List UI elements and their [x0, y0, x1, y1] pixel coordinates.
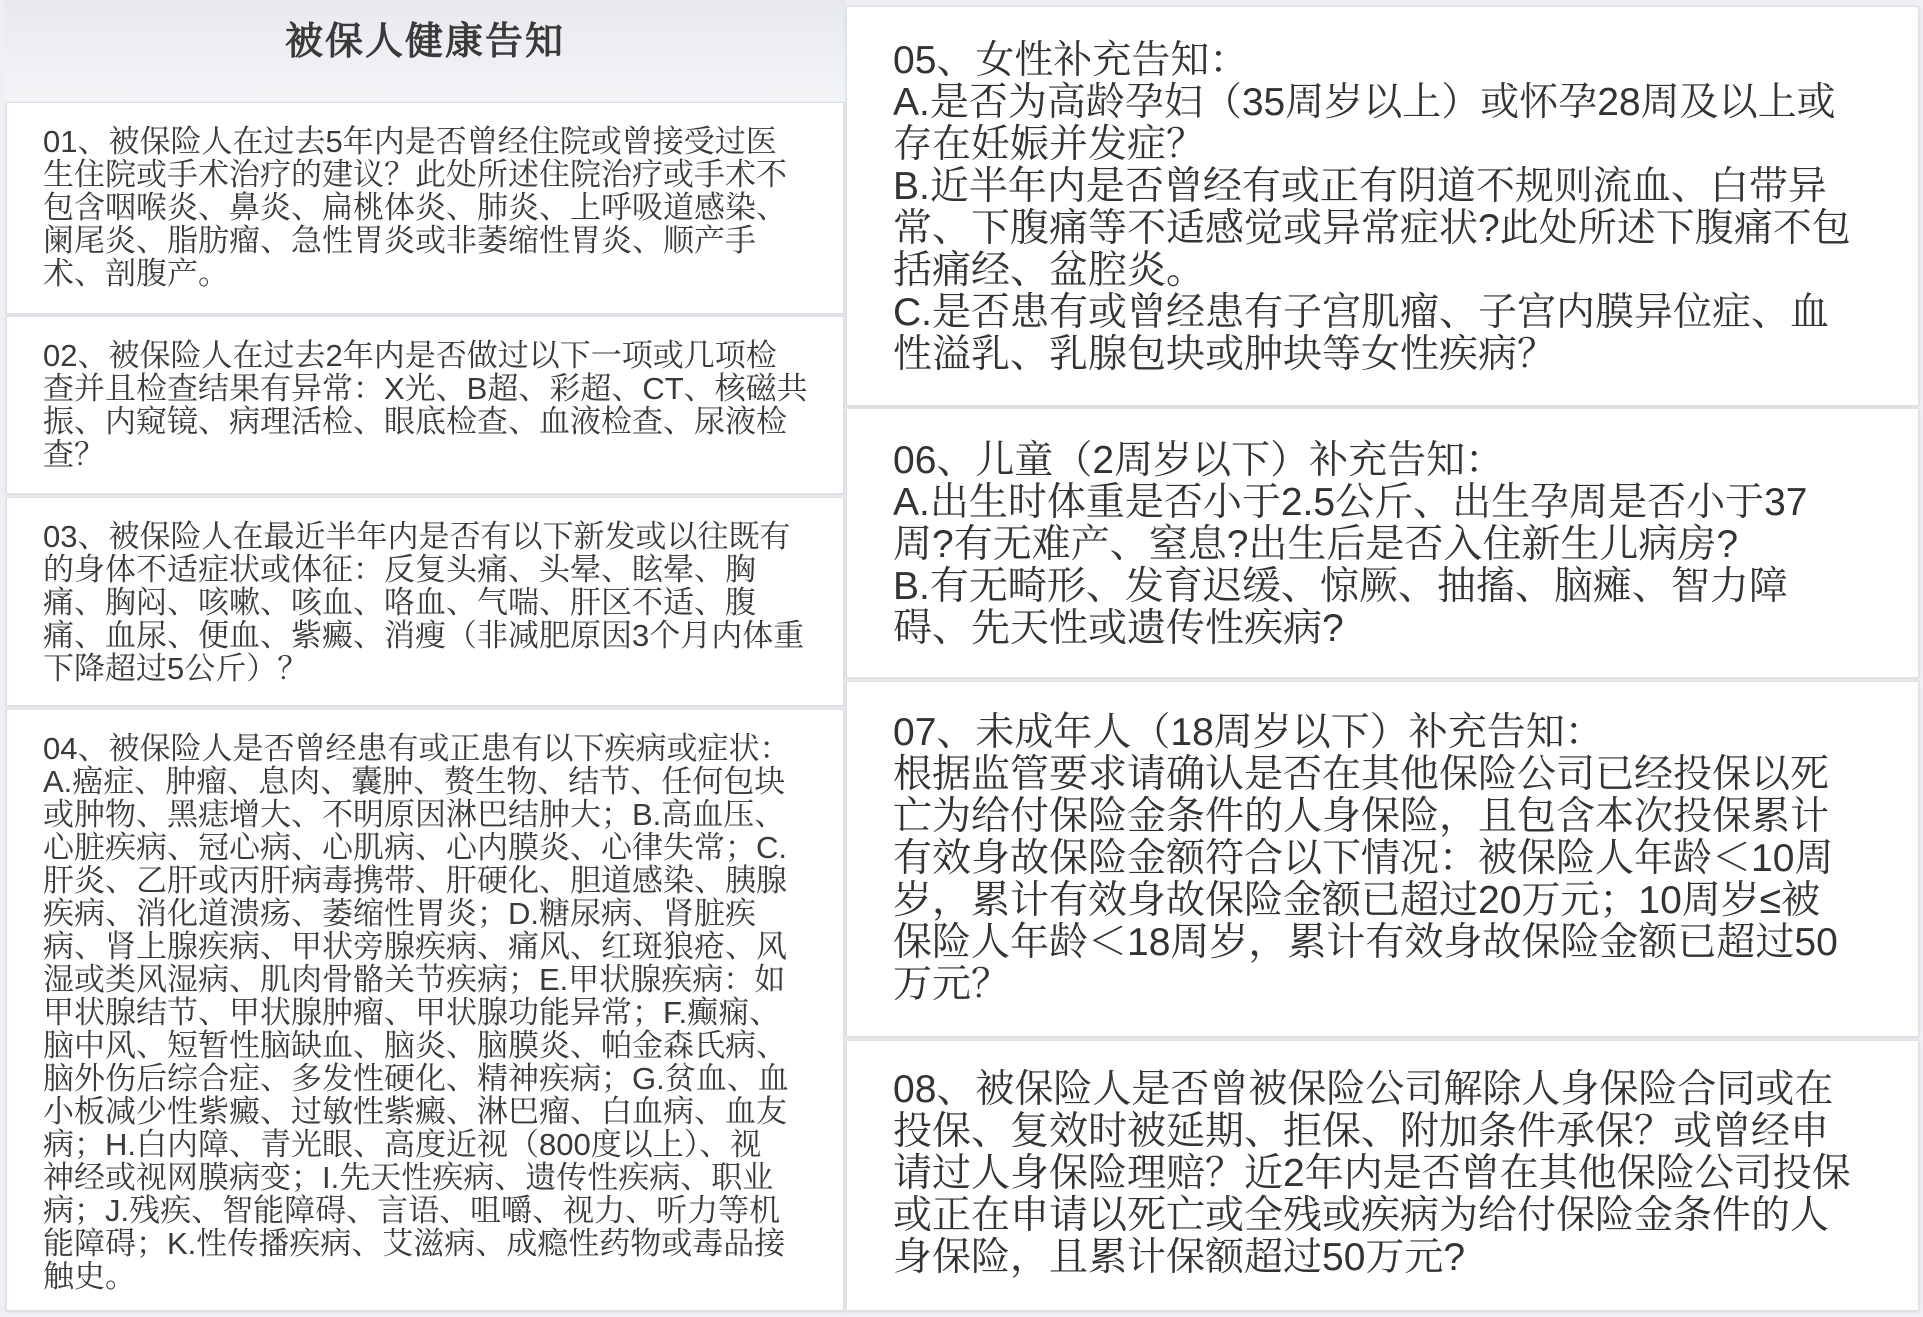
question-04-line: 湿或类风湿病、肌肉骨骼关节疾病；E.甲状腺疾病：如	[43, 962, 786, 997]
question-08-line: 请过人身保险理赔？近2年内是否曾在其他保险公司投保	[893, 1152, 1851, 1195]
question-05-line: B.近半年内是否曾经有或正有阴道不规则流血、白带异	[893, 165, 1827, 208]
question-07-line: 亡为给付保险金条件的人身保险，且包含本次投保累计	[893, 795, 1830, 838]
question-05-line: 括痛经、盆腔炎。	[893, 249, 1206, 292]
question-04-line: 能障碍；K.性传播疾病、艾滋病、成瘾性药物或毒品接	[43, 1226, 786, 1261]
question-05-line: 05、女性补充告知：	[893, 39, 1249, 82]
question-02-line: 查并且检查结果有异常：X光、B超、彩超、CT、核磁共	[43, 371, 808, 406]
question-02-line: 02、被保险人在过去2年内是否做过以下一项或几项检	[43, 338, 777, 373]
question-05-line: 性溢乳、乳腺包块或肿块等女性疾病？	[893, 333, 1557, 376]
page-title: 被保人健康告知	[284, 21, 565, 63]
question-03-line: 痛、胸闷、咳嗽、咳血、咯血、气喘、肝区不适、腹	[43, 585, 756, 620]
question-05-line: A.是否为高龄孕妇（35周岁以上）或怀孕28周及以上或	[893, 81, 1836, 124]
question-06-line: 周?有无难产、窒息?出生后是否入住新生儿病房?	[893, 523, 1739, 566]
question-05-line: 常、下腹痛等不适感觉或异常症状?此处所述下腹痛不包	[893, 207, 1851, 250]
question-03-line: 03、被保险人在最近半年内是否有以下新发或以往既有	[43, 519, 791, 554]
question-card-04	[6, 709, 844, 1311]
page-header	[4, 0, 846, 102]
question-03-line: 下降超过5公斤）？	[43, 651, 309, 686]
question-01-line: 包含咽喉炎、鼻炎、扁桃体炎、肺炎、上呼吸道感染、	[43, 190, 787, 225]
question-04-line: 脑外伤后综合症、多发性硬化、精神疾病；G.贫血、血	[43, 1061, 789, 1096]
question-05-line: C.是否患有或曾经患有子宫肌瘤、子宫内膜异位症、血	[893, 291, 1830, 334]
question-06-line: 06、儿童（2周岁以下）补充告知：	[893, 439, 1505, 482]
question-01-line: 术、剖腹产。	[43, 256, 229, 291]
question-07-line: 根据监管要求请确认是否在其他保险公司已经投保以死	[893, 753, 1830, 796]
question-04-line: A.癌症、肿瘤、息肉、囊肿、赘生物、结节、任何包块	[43, 764, 786, 799]
question-06-line: A.出生时体重是否小于2.5公斤、出生孕周是否小于37	[893, 481, 1808, 524]
question-01-line: 01、被保险人在过去5年内是否曾经住院或曾接受过医	[43, 124, 777, 159]
question-03-line: 痛、血尿、便血、紫癜、消瘦（非减肥原因3个月内体重	[43, 618, 805, 653]
question-08-line: 08、被保险人是否曾被保险公司解除人身保险合同或在	[893, 1068, 1834, 1111]
question-04-line: 疾病、消化道溃疡、萎缩性胃炎；D.糖尿病、肾脏疾	[43, 896, 756, 931]
question-02-line: 振、内窥镜、病理活检、眼底检查、血液检查、尿液检	[43, 404, 787, 439]
question-04-line: 病；J.残疾、智能障碍、言语、咀嚼、视力、听力等机	[43, 1193, 781, 1228]
question-04-line: 神经或视网膜病变；I.先天性疾病、遗传性疾病、职业	[43, 1160, 774, 1195]
question-04-line: 或肿物、黑痣增大、不明原因淋巴结肿大；B.高血压、	[43, 797, 786, 832]
question-08-line: 投保、复效时被延期、拒保、附加条件承保？或曾经申	[893, 1110, 1830, 1153]
question-05-line: 存在妊娠并发症？	[893, 123, 1206, 166]
question-04-line: 触史。	[43, 1259, 136, 1294]
question-07-line: 岁，累计有效身故保险金额已超过20万元；10周岁≤被	[893, 879, 1821, 922]
question-card-08	[846, 1040, 1919, 1311]
question-card-03	[6, 497, 844, 706]
question-03-line: 的身体不适症状或体征：反复头痛、头晕、眩晕、胸	[43, 552, 756, 587]
question-04-line: 脑中风、短暂性脑缺血、脑炎、脑膜炎、帕金森氏病、	[43, 1028, 787, 1063]
question-01-line: 生住院或手术治疗的建议？此处所述住院治疗或手术不	[43, 157, 787, 192]
question-06-line: B.有无畸形、发育迟缓、惊厥、抽搐、脑瘫、智力障	[893, 565, 1788, 608]
question-07-line: 保险人年龄＜18周岁，累计有效身故保险金额已超过50	[893, 921, 1838, 964]
question-card-07	[846, 681, 1919, 1037]
question-card-01	[6, 102, 844, 314]
question-01-line: 阑尾炎、脂肪瘤、急性胃炎或非萎缩性胃炎、顺产手	[43, 223, 756, 258]
question-04-line: 肝炎、乙肝或丙肝病毒携带、肝硬化、胆道感染、胰腺	[43, 863, 787, 898]
question-06-line: 碍、先天性或遗传性疾病?	[893, 607, 1344, 650]
question-04-line: 甲状腺结节、甲状腺肿瘤、甲状腺功能异常；F.癫痫、	[43, 995, 781, 1030]
question-04-line: 04、被保险人是否曾经患有或正患有以下疾病或症状：	[43, 731, 791, 766]
question-04-line: 小板减少性紫癜、过敏性紫癜、淋巴瘤、白血病、血友	[43, 1094, 787, 1129]
question-08-line: 或正在申请以死亡或全残或疾病为给付保险金条件的人	[893, 1194, 1830, 1237]
question-07-line: 有效身故保险金额符合以下情况：被保险人年龄＜10周	[893, 837, 1834, 880]
question-04-line: 心脏疾病、冠心病、心肌病、心内膜炎、心律失常；C.	[43, 830, 787, 865]
question-card-06	[846, 408, 1919, 678]
question-07-line: 万元？	[893, 963, 1011, 1006]
question-07-line: 07、未成年人（18周岁以下）补充告知：	[893, 711, 1604, 754]
question-04-line: 病、肾上腺疾病、甲状旁腺疾病、痛风、红斑狼疮、风	[43, 929, 787, 964]
question-card-02	[6, 316, 844, 494]
question-card-05	[846, 6, 1919, 406]
question-02-line: 查？	[43, 437, 105, 472]
question-04-line: 病；H.白内障、青光眼、高度近视（800度以上）、视	[43, 1127, 762, 1162]
question-08-line: 身保险，且累计保额超过50万元?	[893, 1236, 1466, 1279]
